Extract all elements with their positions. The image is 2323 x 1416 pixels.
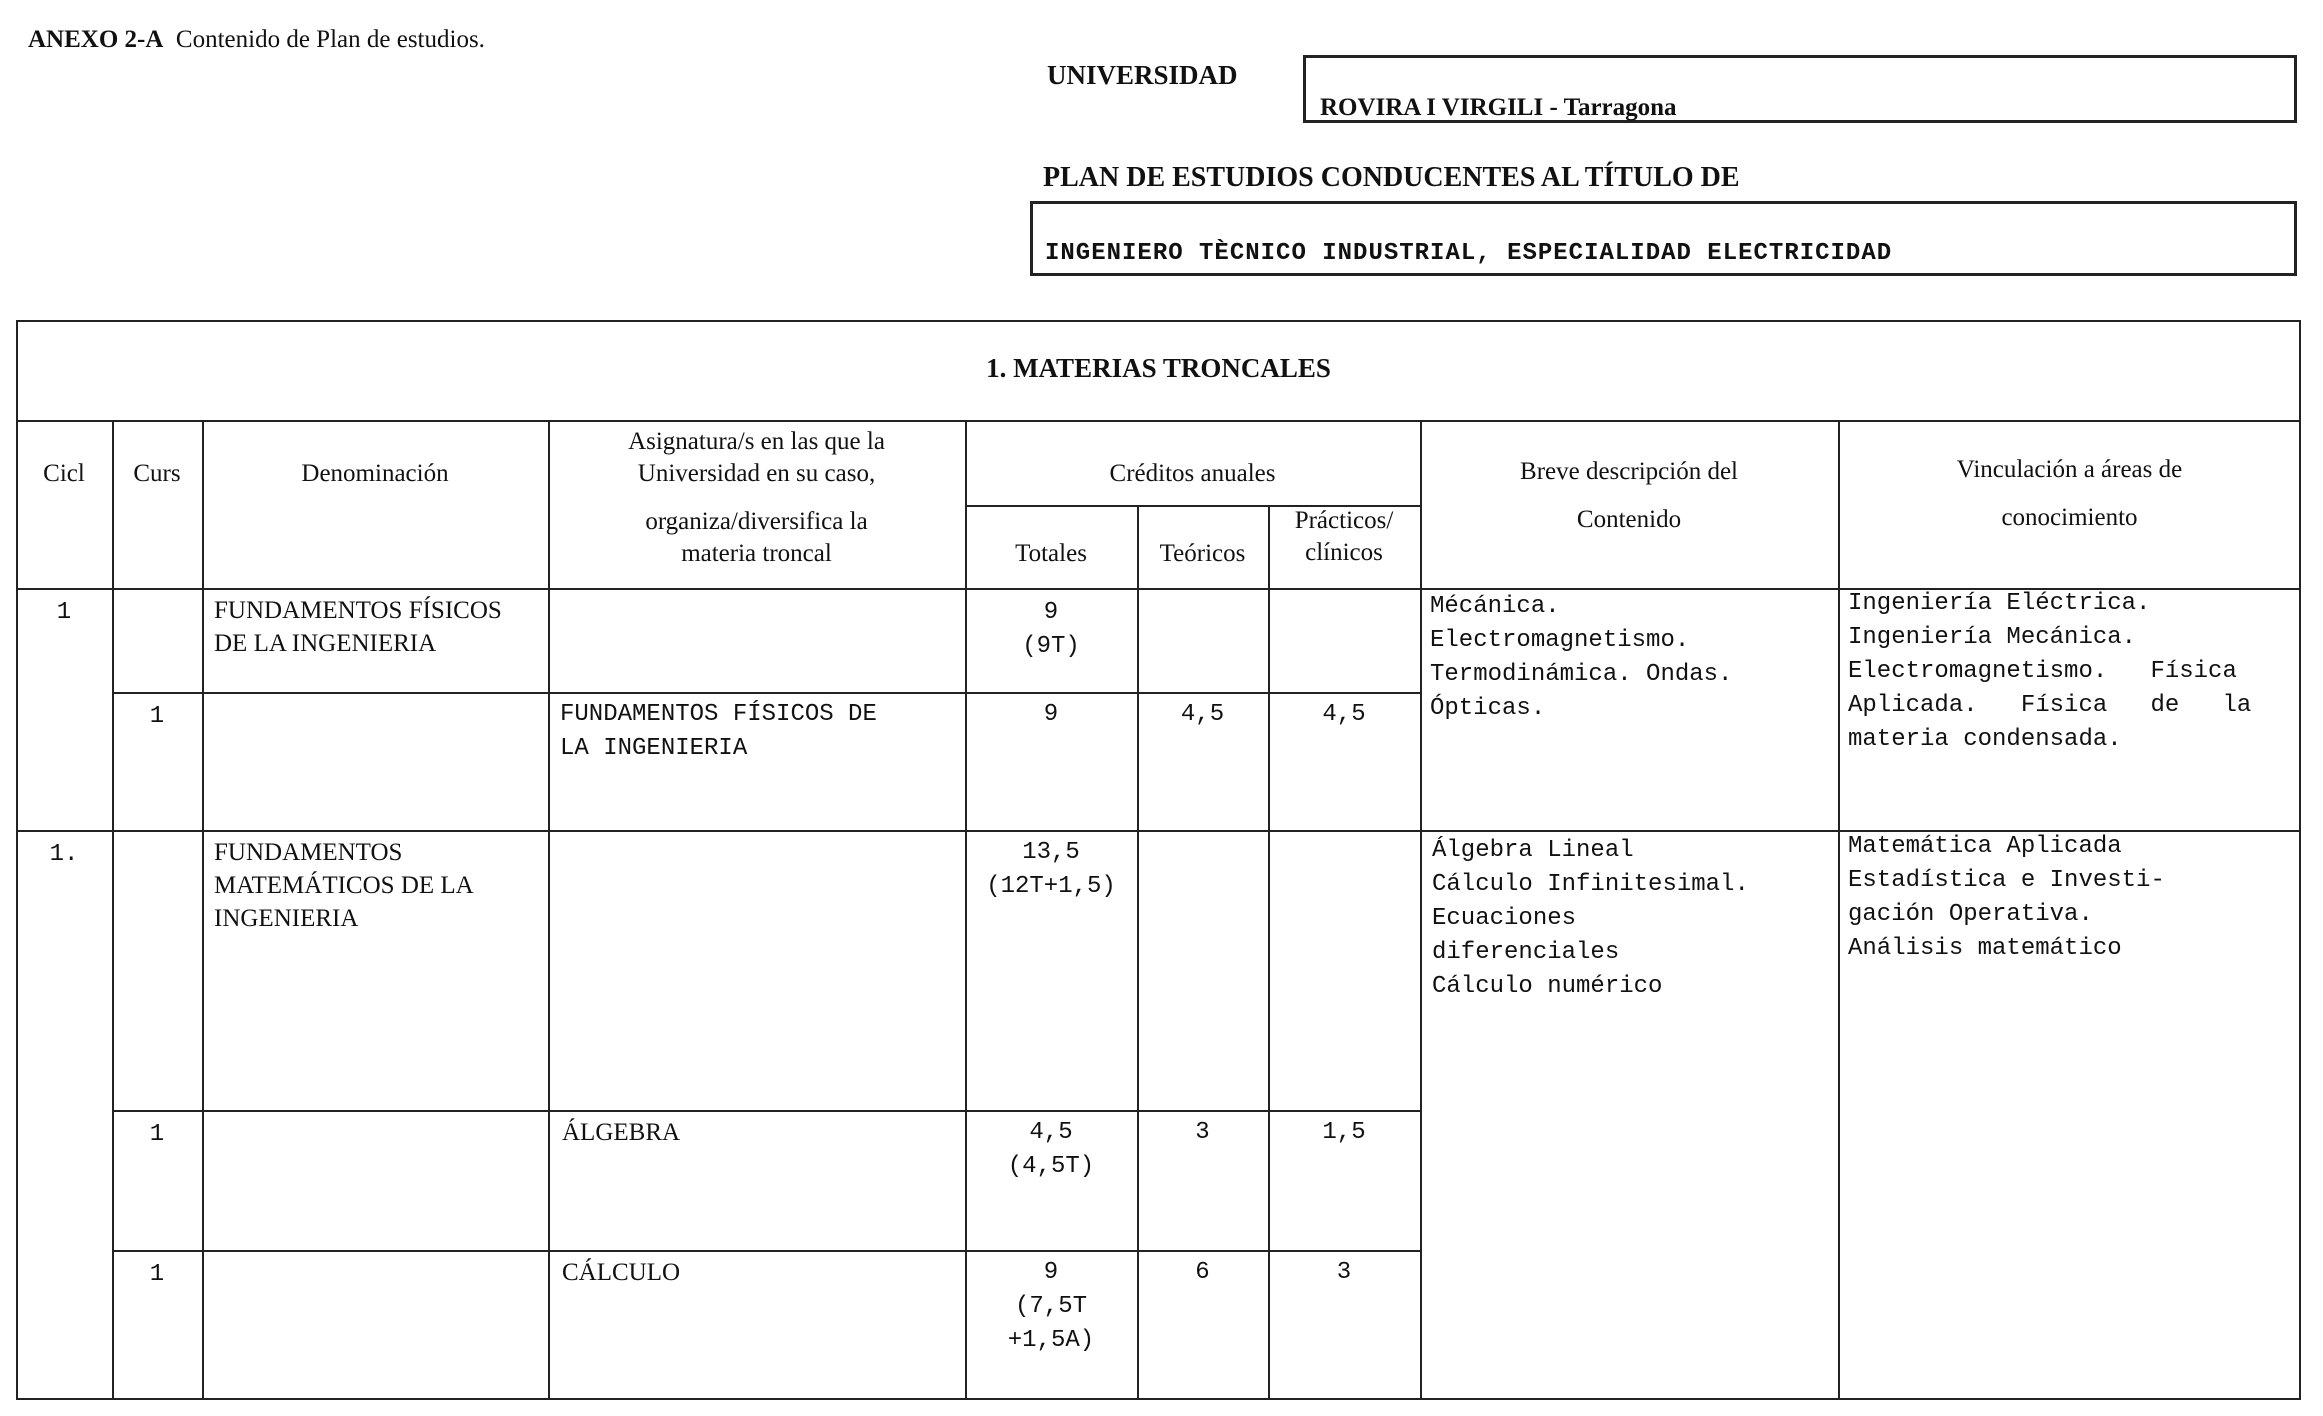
group2-totales-line1: 13,5: [1022, 839, 1080, 866]
university-value: ROVIRA I VIRGILI - Tarragona: [1320, 94, 1677, 121]
col-header-vinculacion-line2: conocimiento: [2001, 504, 2138, 531]
col-divider-creditos: [1420, 420, 1422, 1400]
col-header-curs: Curs: [133, 460, 181, 487]
group1-sub1-practicos: 4,5: [1322, 701, 1366, 728]
group1-vinculacion-line3: Electromagnetismo. Física: [1848, 658, 2237, 685]
group2-sub2-totales-line2: (7,5T: [1014, 1293, 1087, 1320]
group2-sub1-asignatura: ÁLGEBRA: [562, 1119, 681, 1146]
col-header-practicos-line1: Prácticos/: [1294, 507, 1394, 534]
group2-descripcion: Álgebra Lineal Cálculo Infinitesimal. Ecuaciones diferenciales Cálculo numérico: [1432, 837, 1749, 1000]
group1-sub1-teoricos: 4,5: [1180, 701, 1225, 728]
group1-denominacion-line2: DE LA INGENIERIA: [214, 630, 437, 657]
col-header-cicl: Cicl: [43, 460, 85, 487]
group2-sub2-asignatura: CÁLCULO: [562, 1259, 681, 1286]
group1-vinculacion-line5: materia condensada.: [1848, 726, 2122, 753]
group1-sub1-curs: 1: [149, 703, 165, 730]
col-header-totales: Totales: [1015, 540, 1087, 567]
group1-vinculacion-line2: Ingeniería Mecánica.: [1848, 624, 2137, 651]
group2-sub2-totales-line1: 9: [1043, 1259, 1059, 1286]
group1-totales-line1: 9: [1043, 599, 1059, 626]
group2-sub1-teoricos: 3: [1195, 1119, 1210, 1146]
group2-sub2-curs: 1: [149, 1261, 165, 1288]
group2-sub-divider-1: [112, 1110, 1422, 1112]
col-divider-descripcion: [1838, 420, 1840, 1400]
col-header-asignatura-line3: organiza/diversifica la: [645, 508, 868, 535]
degree-title-box: [1030, 201, 2297, 276]
group1-cicl: 1: [56, 599, 72, 626]
plan-label: PLAN DE ESTUDIOS CONDUCENTES AL TÍTULO DE: [1043, 162, 1740, 193]
group2-cicl: 1.: [49, 841, 79, 868]
group1-totales-line2: (9T): [1022, 633, 1080, 660]
group2-sub2-teoricos: 6: [1195, 1259, 1210, 1286]
group2-sub2-totales-line3: +1,5A): [1007, 1327, 1095, 1354]
col-header-descripcion-line1: Breve descripción del: [1520, 458, 1738, 485]
group1-vinculacion-line1: Ingeniería Eléctrica.: [1848, 590, 2151, 617]
group2-sub1-curs: 1: [149, 1121, 165, 1148]
table-title: 1. MATERIAS TRONCALES: [986, 353, 1331, 383]
group2-sub1-totales-line1: 4,5: [1029, 1119, 1073, 1146]
group2-denominacion: FUNDAMENTOS MATEMÁTICOS DE LA INGENIERIA: [214, 839, 474, 932]
group1-descripcion: Mécánica. Electromagnetismo. Termodinámica. Ondas. Ópticas.: [1430, 593, 1733, 722]
group2-sub-divider-2: [112, 1250, 1422, 1252]
col-header-creditos: Créditos anuales: [1109, 460, 1276, 487]
title-row-divider: [16, 420, 2301, 422]
group1-sub-divider: [112, 692, 1422, 694]
col-header-practicos-line2: clínicos: [1305, 539, 1383, 566]
col-header-asignatura-line1: Asignatura/s en las que la: [628, 428, 885, 455]
group1-denominacion-line1: FUNDAMENTOS FÍSICOS: [214, 597, 502, 624]
annex-heading: [28, 26, 485, 54]
col-header-asignatura-line4: materia troncal: [681, 540, 832, 567]
group2-totales-line2: (12T+1,5): [986, 873, 1116, 900]
col-header-teoricos: Teóricos: [1159, 540, 1246, 567]
group1-sub1-totales: 9: [1043, 701, 1059, 728]
col-header-descripcion-line2: Contenido: [1576, 506, 1682, 533]
group1-sub1-asignatura: FUNDAMENTOS FÍSICOS DE LA INGENIERIA: [560, 701, 877, 762]
group2-sub1-practicos: 1,5: [1322, 1119, 1366, 1146]
university-label: UNIVERSIDAD: [1047, 60, 1238, 90]
col-divider-curs: [202, 420, 204, 1400]
group2-sub1-totales-line2: (4,5T): [1007, 1153, 1095, 1180]
col-header-vinculacion-line1: Vinculación a áreas de: [1956, 456, 2183, 483]
group2-sub2-practicos: 3: [1336, 1259, 1352, 1286]
annex-text: Contenido de Plan de estudios.: [175, 26, 485, 53]
group1-vinculacion-line4: Aplicada. Física de la: [1848, 692, 2252, 719]
col-header-asignatura-line2: Universidad en su caso,: [637, 460, 876, 487]
university-box: [1303, 55, 2297, 123]
degree-title-value: INGENIERO TÈCNICO INDUSTRIAL, ESPECIALIDAD ELECTRICIDAD: [1045, 240, 1893, 267]
group2-vinculacion: Matemática Aplicada Estadística e Investi- gación Operativa. Análisis matemático: [1848, 833, 2165, 962]
col-header-denominacion: Denominación: [301, 460, 449, 487]
annex-label: ANEXO 2-A: [28, 26, 164, 53]
col-divider-cicl: [112, 420, 114, 1400]
